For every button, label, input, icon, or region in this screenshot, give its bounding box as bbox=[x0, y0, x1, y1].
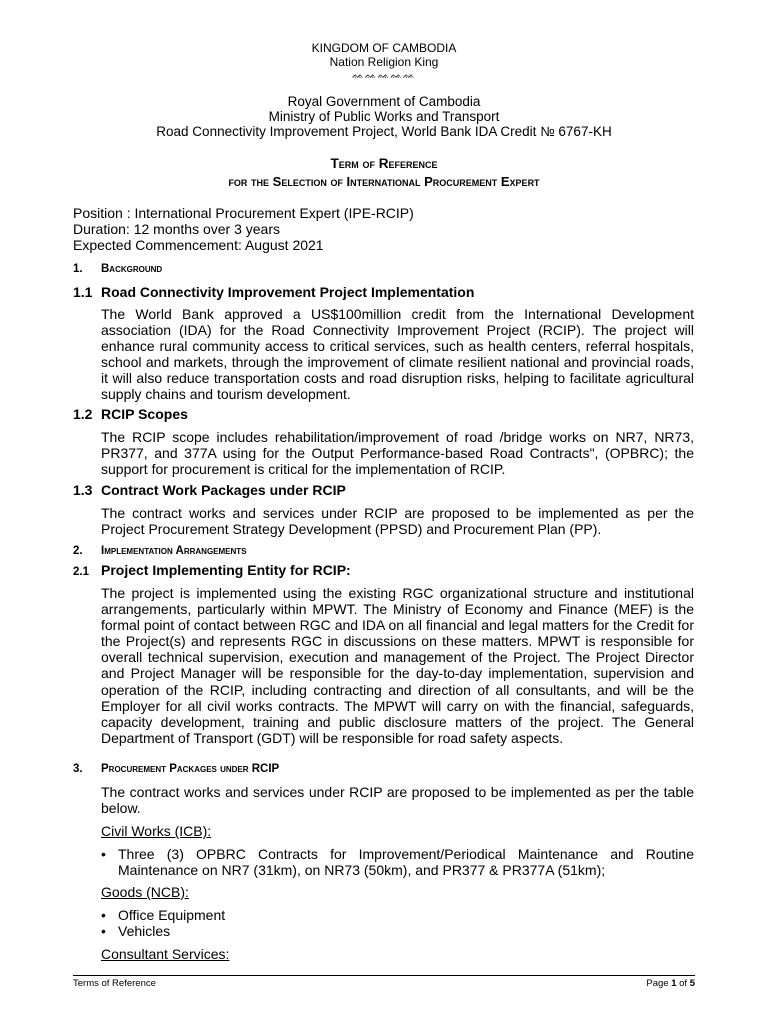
section-title: Procurement Packages under RCIP bbox=[101, 763, 280, 775]
subsection-number: 1.2 bbox=[73, 406, 93, 422]
section-title: Implementation Arrangements bbox=[101, 545, 247, 557]
commencement-line: Expected Commencement: August 2021 bbox=[73, 237, 324, 253]
list-item bbox=[101, 846, 694, 878]
bullet-icon: • bbox=[101, 907, 106, 923]
section-3-heading bbox=[73, 763, 279, 775]
duration-line: Duration: 12 months over 3 years bbox=[73, 221, 280, 237]
section-number: 1. bbox=[73, 263, 83, 275]
subsection-2-1-heading bbox=[73, 562, 351, 578]
position-line: Position : International Procurement Expert (IPE-RCIP) bbox=[73, 205, 414, 221]
paragraph-1-1: The World Bank approved a US$100million credit from the International Development association (IDA) for the Road Connectivity Improvement Project (RCIP). The project will enhance rural community access to critical services, such as health centers, referral hospitals, school and markets, through the improvement of climate resilient national and provincial roads, it will also reduce transportation costs and road disruption risks, helping to facilitate agricultural supply chains and tourism development. bbox=[101, 306, 694, 403]
list-item-text: Three (3) OPBRC Contracts for Improvement/Periodical Maintenance and Routine Maintenance on NR7 (31km), on NR73 (50km), and PR377 & PR377A (51km); bbox=[118, 846, 694, 879]
ornament-divider-icon: ᨐᨐᨐᨐᨐ bbox=[352, 70, 416, 81]
national-motto: Nation Religion King bbox=[329, 55, 439, 69]
subsection-1-2-heading bbox=[73, 406, 188, 422]
list-item-text: Office Equipment bbox=[118, 907, 226, 923]
subsection-number: 1.1 bbox=[73, 284, 93, 300]
paragraph-2-1: The project is implemented using the existing RGC organizational structure and institutional arrangements, particularly within MPWT. The Ministry of Economy and Finance (MEF) is the formal point of contact between RGC and IDA on all financial and legal matters for the Credit for the Project(s) and represents RGC in discussions on these matters. MPWT is responsible for overall technical supervision, execution and management of the Project. The Project Director and Project Manager will be responsible for the day-to-day implementation, supervision and operation of the RCIP, including contracting and direction of all consultants, and will be the Employer for all civil works contracts. The MPWT will carry on with the financial, safeguards, capacity development, training and public disclosure matters of the project. The General Department of Transport (GDT) will be responsible for road safety aspects. bbox=[101, 585, 694, 746]
section-1-heading bbox=[73, 263, 162, 275]
goods-label: Goods (NCB): bbox=[101, 884, 189, 900]
project-name: Road Connectivity Improvement Project, World Bank IDA Credit № 6767-KH bbox=[156, 124, 612, 139]
list-item bbox=[101, 907, 694, 923]
footer-left-text: Terms of Reference bbox=[73, 978, 156, 989]
list-item-text: Vehicles bbox=[118, 923, 171, 939]
section-2-heading bbox=[73, 545, 247, 557]
page-of: of bbox=[676, 978, 690, 989]
civil-works-label: Civil Works (ICB): bbox=[101, 823, 212, 839]
document-subtitle: for the Selection of International Procurement Expert bbox=[228, 174, 540, 189]
section-number: 3. bbox=[73, 763, 83, 775]
footer-divider bbox=[73, 975, 695, 976]
consultant-services-label: Consultant Services: bbox=[101, 946, 230, 962]
total-pages: 5 bbox=[689, 978, 695, 989]
government-name: Royal Government of Cambodia bbox=[287, 94, 481, 109]
paragraph-1-2: The RCIP scope includes rehabilitation/improvement of road /bridge works on NR7, NR73, PR377, and 377A using for the Output Performance-based Road Contracts", (OPBRC); the support for procurement is critical for the implementation of RCIP. bbox=[101, 429, 694, 478]
subsection-number: 2.1 bbox=[73, 566, 89, 578]
kingdom-heading: KINGDOM OF CAMBODIA bbox=[311, 41, 457, 55]
title-line-1: Term of Reference bbox=[330, 156, 438, 171]
paragraph-3-intro: The contract works and services under RCIP are proposed to be implemented as per the table below. bbox=[101, 784, 694, 817]
page-prefix: Page bbox=[646, 978, 672, 989]
subsection-title: Road Connectivity Improvement Project Implementation bbox=[101, 284, 475, 300]
subsection-title: Contract Work Packages under RCIP bbox=[101, 482, 346, 498]
paragraph-1-3: The contract works and services under RCIP are proposed to be implemented as per the Project Procurement Strategy Development (PPSD) and Procurement Plan (PP). bbox=[101, 505, 694, 538]
subsection-title: Project Implementing Entity for RCIP: bbox=[101, 562, 351, 578]
bullet-icon: • bbox=[101, 923, 106, 939]
list-item bbox=[101, 923, 694, 939]
section-number: 2. bbox=[73, 545, 83, 557]
section-title: Background bbox=[101, 263, 163, 275]
page-number bbox=[646, 978, 695, 989]
subsection-title: RCIP Scopes bbox=[101, 406, 188, 422]
subsection-1-3-heading bbox=[73, 482, 346, 498]
bullet-icon: • bbox=[101, 846, 106, 862]
ministry-name: Ministry of Public Works and Transport bbox=[268, 109, 500, 124]
current-page: 1 bbox=[671, 978, 677, 989]
document-title bbox=[0, 156, 768, 171]
subsection-1-1-heading bbox=[73, 284, 474, 300]
subsection-number: 1.3 bbox=[73, 482, 93, 498]
